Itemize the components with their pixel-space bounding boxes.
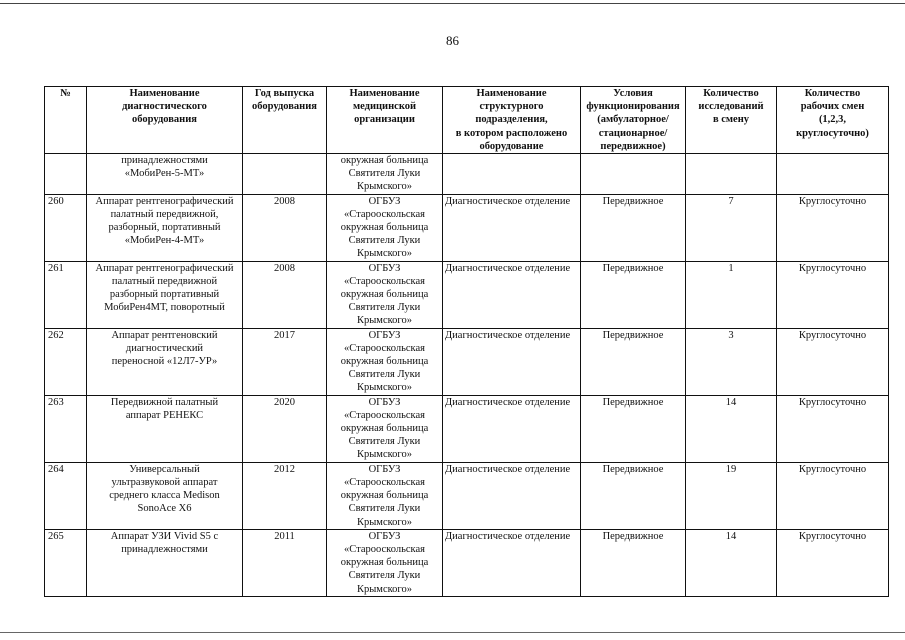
cell-number: 263 [45,395,87,462]
header-organization: Наименование медицинской организации [327,87,443,154]
cell-conditions: Передвижное [581,462,686,529]
cell-exam-count: 1 [686,261,777,328]
cell-unit: Диагностическое отделение [443,462,581,529]
cell-unit: Диагностическое отделение [443,261,581,328]
cell-year: 2008 [243,194,327,261]
cell-organization: ОГБУЗ «Старооскольская окружная больница Святителя Луки Крымского» [327,395,443,462]
cell-organization: ОГБУЗ «Старооскольская окружная больница Святителя Луки Крымского» [327,261,443,328]
bottom-rule [0,632,905,633]
table-row [45,462,889,529]
cell-conditions: Передвижное [581,194,686,261]
header-conditions: Условия функционирования (амбулаторное/ стационарное/ передвижное) [581,87,686,154]
header-row [45,87,889,154]
header-number: № [45,87,87,154]
header-equipment: Наименование диагностического оборудования [87,87,243,154]
cell-shifts: Круглосуточно [777,261,889,328]
cell-number: 261 [45,261,87,328]
cell-year: 2008 [243,261,327,328]
cell-organization: окружная больница Святителя Луки Крымского» [327,154,443,195]
table-row [45,261,889,328]
cell-exam-count: 3 [686,328,777,395]
cell-organization: ОГБУЗ «Старооскольская окружная больница Святителя Луки Крымского» [327,529,443,596]
table-row [45,328,889,395]
cell-number: 265 [45,529,87,596]
equipment-table [44,86,889,597]
header-unit: Наименование структурного подразделения, в котором расположено оборудование [443,87,581,154]
cell-organization: ОГБУЗ «Старооскольская окружная больница Святителя Луки Крымского» [327,328,443,395]
cell-exam-count: 14 [686,395,777,462]
cell-equipment: Передвижной палатный аппарат РЕНЕКС [87,395,243,462]
table-row [45,529,889,596]
cell-organization: ОГБУЗ «Старооскольская окружная больница Святителя Луки Крымского» [327,462,443,529]
cell-number: 264 [45,462,87,529]
cell-equipment: Универсальный ультразвуковой аппарат среднего класса Medison SonoAce X6 [87,462,243,529]
cell-equipment: Аппарат рентгеновский диагностический переносной «12Л7-УР» [87,328,243,395]
header-year: Год выпуска оборудования [243,87,327,154]
cell-conditions: Передвижное [581,328,686,395]
cell-conditions: Передвижное [581,261,686,328]
cell-year [243,154,327,195]
table-row [45,395,889,462]
cell-year: 2020 [243,395,327,462]
table-row [45,194,889,261]
cell-organization: ОГБУЗ «Старооскольская окружная больница Святителя Луки Крымского» [327,194,443,261]
cell-shifts: Круглосуточно [777,328,889,395]
cell-unit: Диагностическое отделение [443,395,581,462]
cell-unit [443,154,581,195]
cell-unit: Диагностическое отделение [443,328,581,395]
page-number: 86 [446,33,459,48]
top-rule [0,3,905,4]
cell-exam-count: 14 [686,529,777,596]
cell-conditions: Передвижное [581,395,686,462]
cell-year: 2011 [243,529,327,596]
cell-shifts [777,154,889,195]
header-shifts: Количество рабочих смен (1,2,3, круглосуточно) [777,87,889,154]
cell-equipment: Аппарат УЗИ Vivid S5 с принадлежностями [87,529,243,596]
cell-shifts: Круглосуточно [777,194,889,261]
header-exam-count: Количество исследований в смену [686,87,777,154]
cell-equipment: принадлежностями «МобиРен-5-МТ» [87,154,243,195]
cell-unit: Диагностическое отделение [443,529,581,596]
cell-year: 2017 [243,328,327,395]
cell-unit: Диагностическое отделение [443,194,581,261]
cell-equipment: Аппарат рентгенографический палатный передвижной, разборный, портативный «МобиРен-4-МТ» [87,194,243,261]
cell-exam-count: 7 [686,194,777,261]
cell-shifts: Круглосуточно [777,462,889,529]
cell-shifts: Круглосуточно [777,529,889,596]
cell-exam-count [686,154,777,195]
cell-exam-count: 19 [686,462,777,529]
cell-equipment: Аппарат рентгенографический палатный передвижной разборный портативный МобиРен4МТ, поворотный [87,261,243,328]
cell-number: 260 [45,194,87,261]
cell-conditions: Передвижное [581,529,686,596]
cell-number: 262 [45,328,87,395]
cell-number [45,154,87,195]
table-row [45,154,889,195]
cell-conditions [581,154,686,195]
cell-shifts: Круглосуточно [777,395,889,462]
cell-year: 2012 [243,462,327,529]
